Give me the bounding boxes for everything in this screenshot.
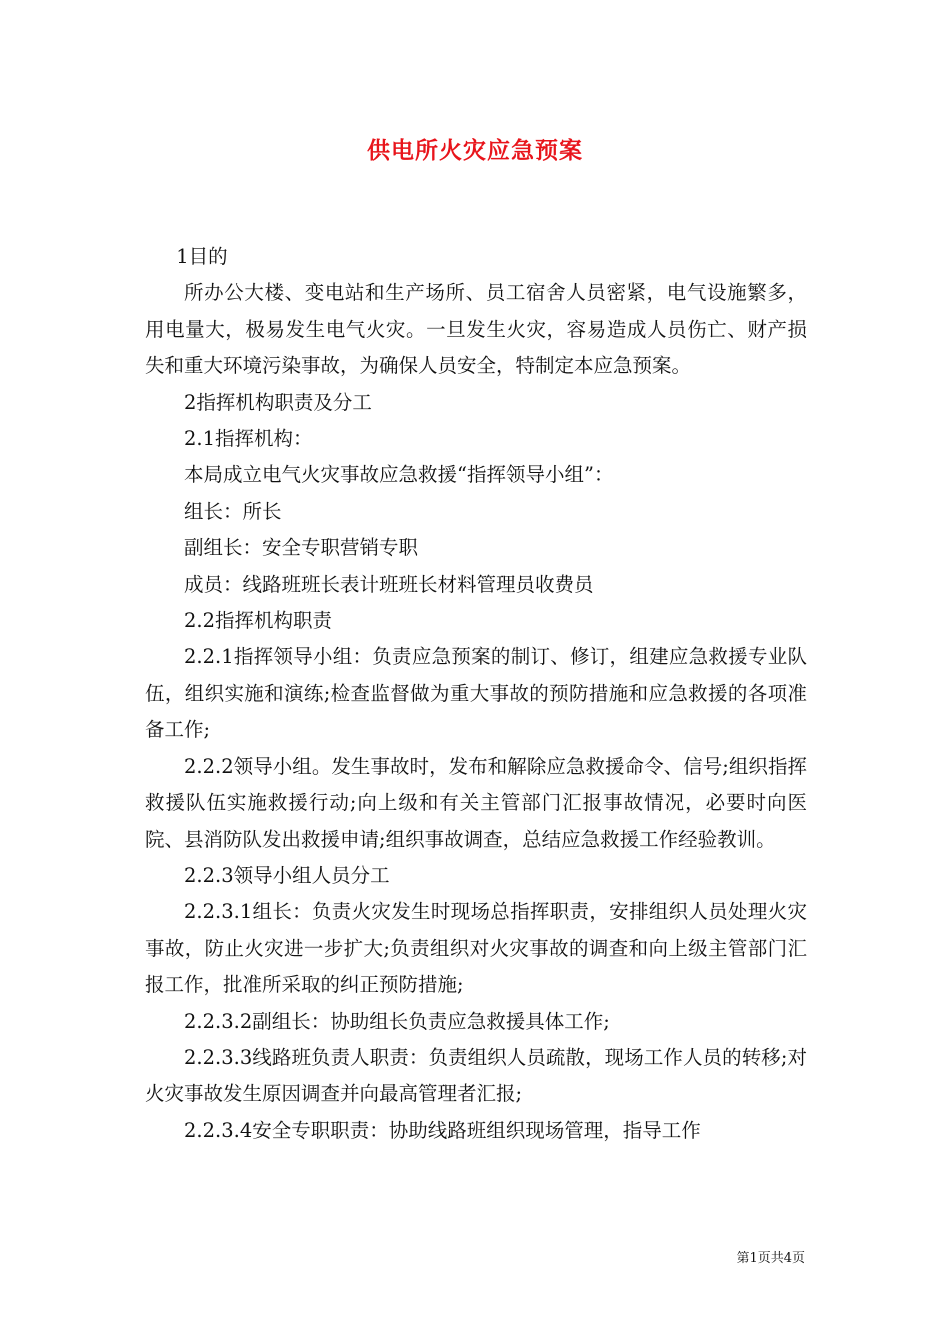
paragraph-members: 成员：线路班班长表计班班长材料管理员收费员	[184, 572, 594, 596]
paragraph-deputy-leader: 副组长：安全专职营销专职	[184, 536, 419, 560]
subsection-heading-organization: 2.1指挥机构：	[184, 427, 313, 451]
paragraph-duty-2-2-2: 2.2.2领导小组。发生事故时，发布和解除应急救援命令、信号;组织指挥救援队伍实施救援行动;向上级和有关主管部门汇报事故情况，必要时向医院、县消防队发出救援申请;组织事故调查，总结应急救援工作经验教训。	[145, 754, 807, 851]
paragraph-duty-2-2-3-1: 2.2.3.1组长：负责火灾发生时现场总指挥职责，安排组织人员处理火灾事故，防止火灾进一步扩大;负责组织对火灾事故的调查和向上级主管部门汇报工作，批准所采取的纠正预防措施;	[145, 900, 807, 997]
paragraph-duty-2-2-3-3: 2.2.3.3线路班负责人职责：负责组织人员疏散，现场工作人员的转移;对火灾事故发生原因调查并向最高管理者汇报;	[145, 1045, 807, 1106]
document-title: 供电所火灾应急预案	[367, 137, 583, 164]
page-number: 第1页共4页	[736, 1251, 805, 1266]
paragraph-purpose: 所办公大楼、变电站和生产场所、员工宿舍人员密紧，电气设施繁多，用电量大，极易发生电气火灾。一旦发生火灾，容易造成人员伤亡、财产损失和重大环境污染事故，为确保人员安全，特制定本应急预案。	[145, 281, 807, 378]
subsection-heading-duties: 2.2指挥机构职责	[184, 609, 333, 633]
document-body	[145, 239, 807, 1149]
paragraph-duty-2-2-1: 2.2.1指挥领导小组：负责应急预案的制订、修订，组建应急救援专业队伍，组织实施和演练;检查监督做为重大事故的预防措施和应急救援的各项准备工作;	[145, 645, 807, 742]
paragraph-duty-2-2-3-4: 2.2.3.4安全专职职责：协助线路班组织现场管理，指导工作	[184, 1118, 701, 1142]
paragraph-leadership-group: 本局成立电气火灾事故应急救援“指挥领导小组”：	[184, 463, 614, 487]
section-heading-command: 2指挥机构职责及分工	[184, 390, 372, 414]
paragraph-duty-2-2-3-2: 2.2.3.2副组长：协助组长负责应急救援具体工作;	[184, 1009, 610, 1033]
paragraph-group-leader: 组长：所长	[184, 499, 282, 523]
section-heading-purpose: 1目的	[176, 245, 228, 268]
subsection-heading-division: 2.2.3领导小组人员分工	[184, 863, 390, 887]
